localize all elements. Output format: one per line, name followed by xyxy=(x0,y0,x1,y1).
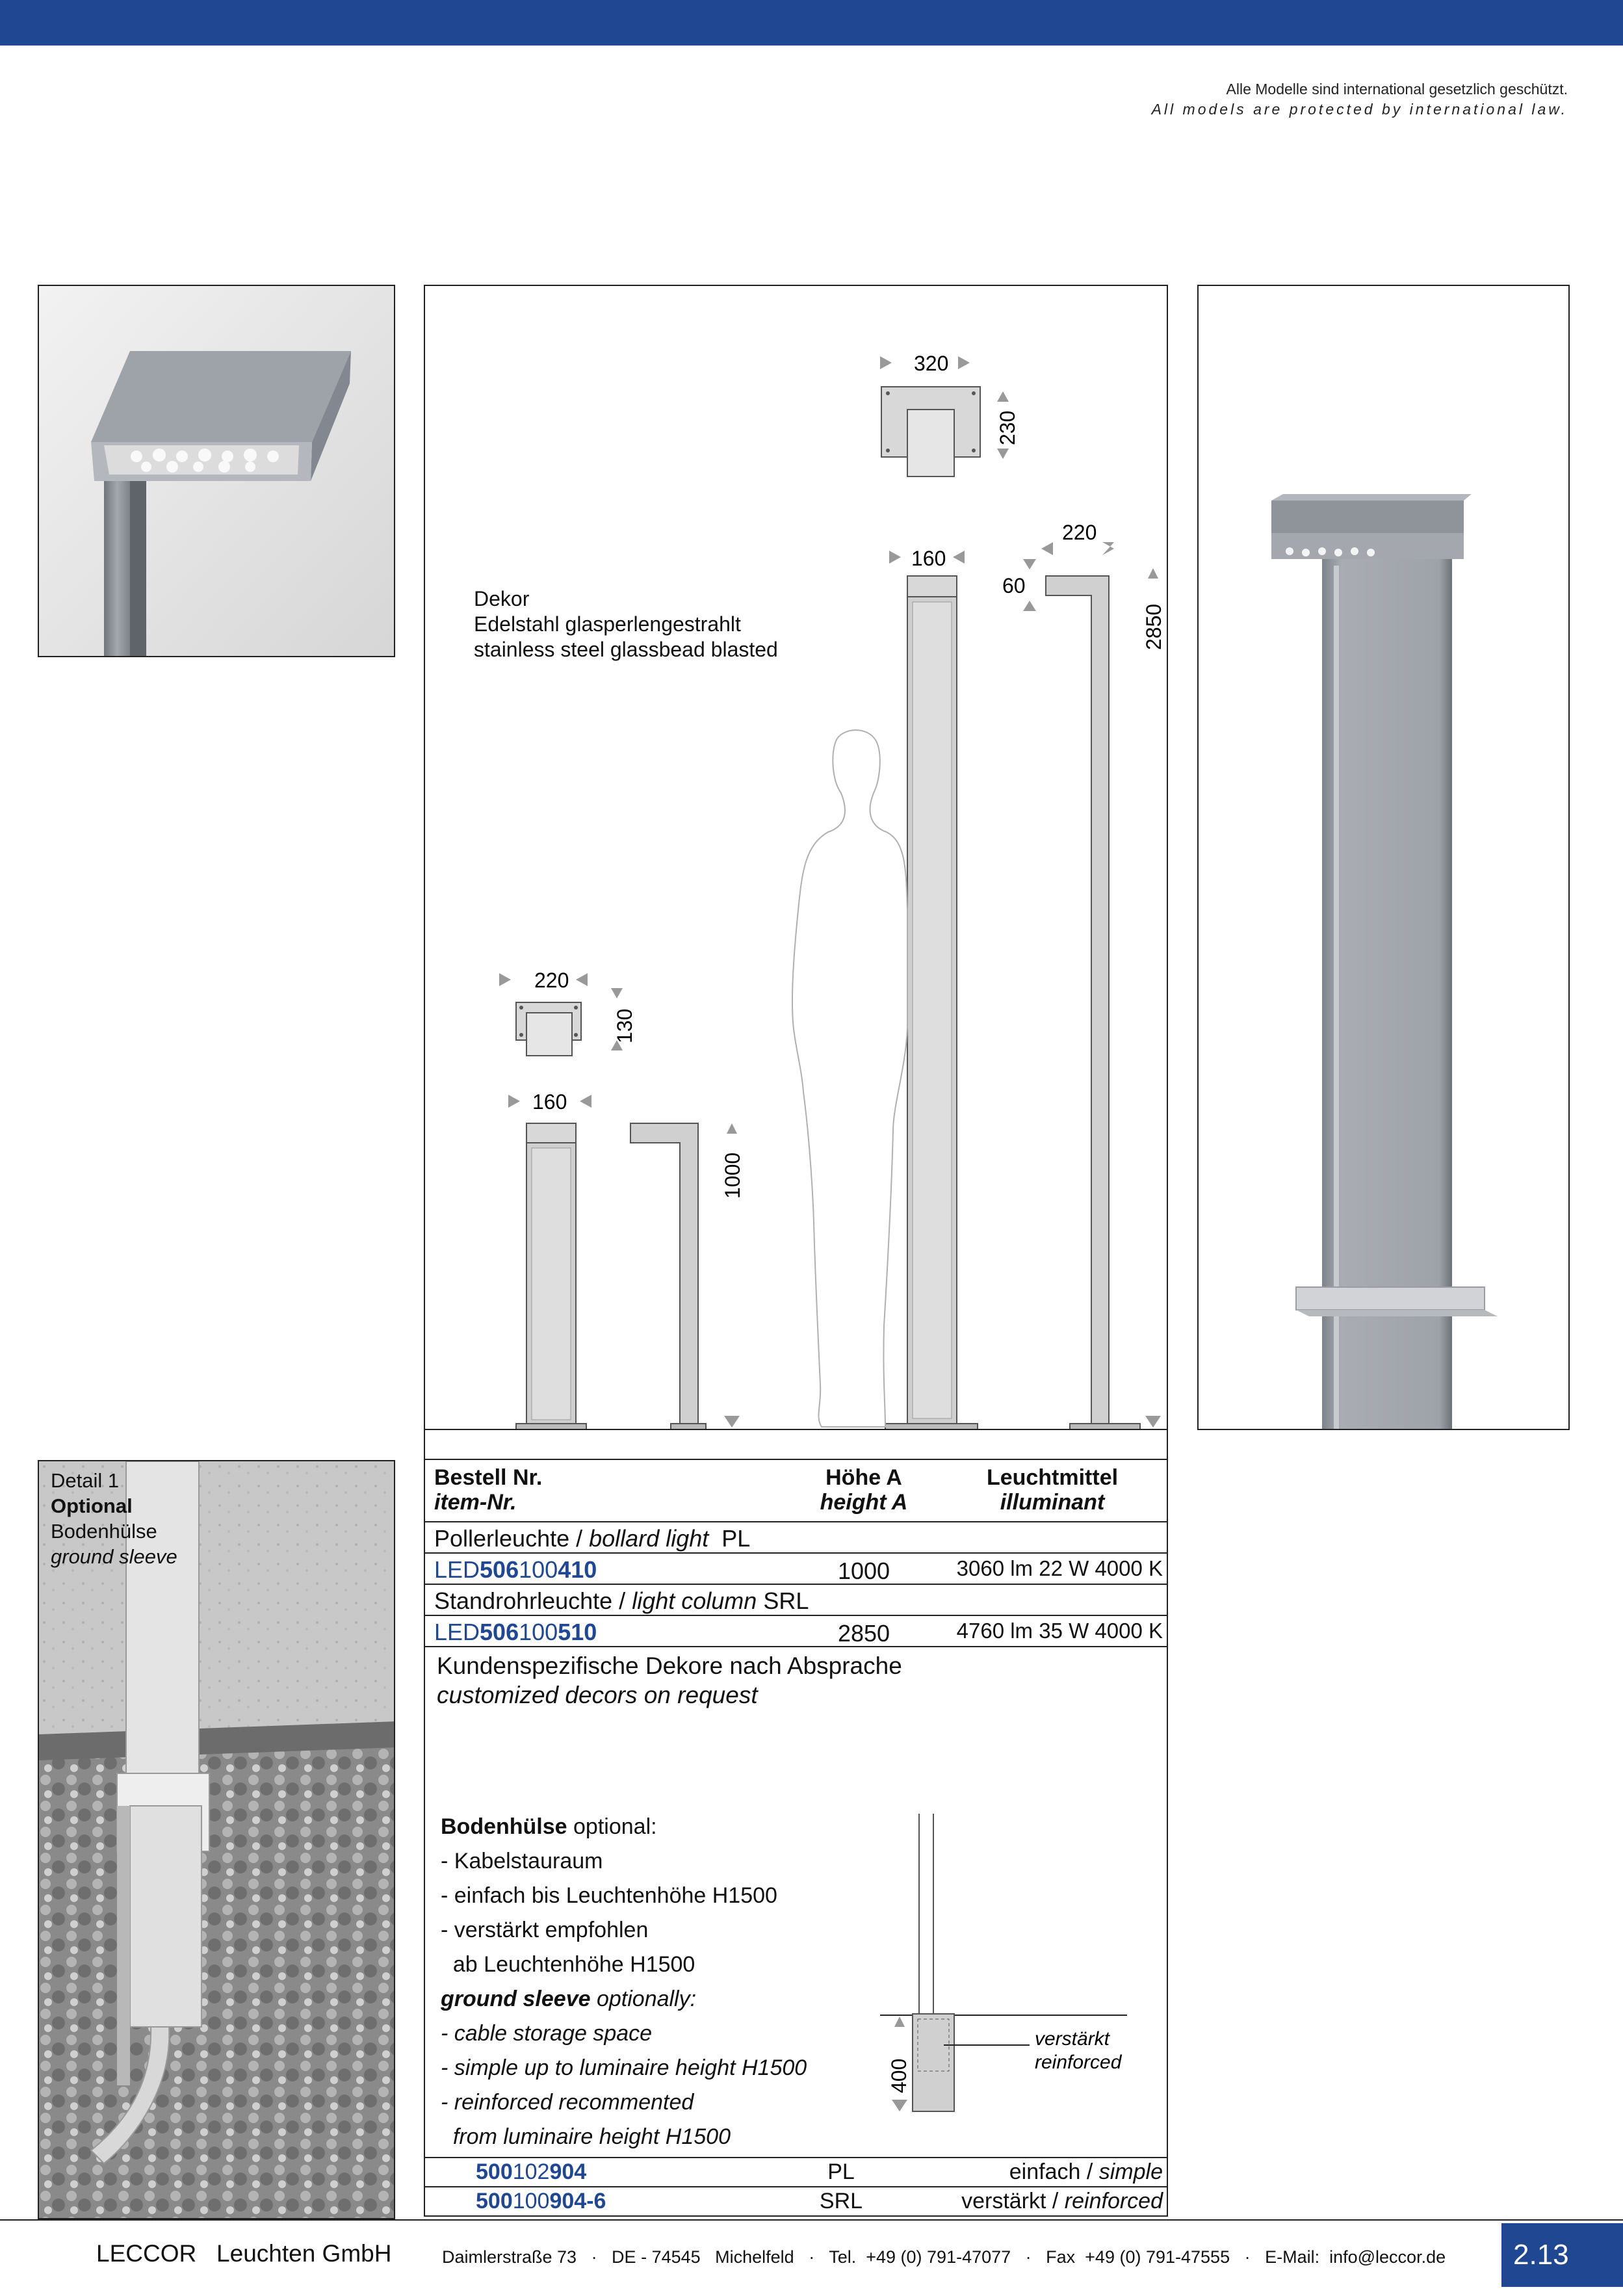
accessory-kind: einfach / simple xyxy=(1009,2159,1163,2184)
accessory-type: PL xyxy=(827,2159,855,2184)
technical-drawing xyxy=(424,285,1168,1430)
spec-spacer-row xyxy=(425,1430,1168,1460)
dim-160-small: 160 xyxy=(532,1090,567,1114)
dim-400: 400 xyxy=(887,2058,911,2093)
bollard-side xyxy=(630,1123,698,1425)
arrow-icon xyxy=(724,1416,740,1428)
legal-notice-de: Alle Modelle sind international gesetzlich geschützt. xyxy=(1226,81,1568,98)
illuminant-value: 4760 lm 35 W 4000 K xyxy=(956,1619,1163,1643)
height-value: 1000 xyxy=(837,1558,890,1584)
product-photo-detail xyxy=(38,285,395,657)
dim-60: 60 xyxy=(1002,574,1026,597)
arrow-icon xyxy=(499,973,511,986)
ground-sleeve-info xyxy=(441,1810,807,2154)
arrow-icon xyxy=(727,1123,737,1134)
decor-title: Dekor xyxy=(474,587,530,610)
col-item-de: Bestell Nr. xyxy=(434,1465,543,1490)
detail-de: Bodenhülse xyxy=(51,1520,157,1543)
item-row-bollard xyxy=(425,1554,1168,1585)
arrow-icon xyxy=(1023,601,1036,611)
arrow-icon xyxy=(611,988,623,998)
spec-header-row xyxy=(425,1460,1168,1522)
accessory-type: SRL xyxy=(819,2189,863,2213)
col-illuminant-header xyxy=(945,1465,1160,1515)
accessory-kind: verstärkt / reinforced xyxy=(961,2189,1163,2213)
detail-en: ground sleeve xyxy=(51,1545,177,1568)
arrow-icon xyxy=(889,551,901,564)
arrow-icon xyxy=(1041,542,1053,555)
item-row-column xyxy=(425,1616,1168,1647)
dim-230: 230 xyxy=(996,410,1019,445)
height-value: 2850 xyxy=(837,1620,890,1647)
arrow-icon xyxy=(576,973,588,986)
ground-sleeve-detail xyxy=(38,1460,395,2219)
item-number: LED506100410 xyxy=(434,1556,597,1583)
col-item-en: item-Nr. xyxy=(434,1490,517,1515)
arrow-icon xyxy=(1148,568,1158,579)
legal-notice-en: All models are protected by international law. xyxy=(1151,101,1568,118)
company-name: LECCOR Leuchten GmbH xyxy=(96,2240,392,2267)
sleeve-item: - einfach bis Leuchtenhöhe H1500 xyxy=(441,1883,777,1908)
light-column-illustration xyxy=(1199,286,1570,1430)
arrow-icon xyxy=(997,449,1009,459)
luminaire-head-illustration xyxy=(39,286,395,657)
col-height-en: height A xyxy=(820,1490,908,1515)
dim-320: 320 xyxy=(914,352,949,375)
category-label: Pollerleuchte / bollard light PL xyxy=(434,1525,751,1552)
accessory-row xyxy=(425,2186,1168,2215)
arrow-icon xyxy=(997,391,1009,402)
arrow-icon xyxy=(894,2016,905,2027)
dim-220-small: 220 xyxy=(534,969,569,992)
category-row-column xyxy=(425,1585,1168,1616)
illuminant-value: 3060 lm 22 W 4000 K xyxy=(956,1556,1163,1580)
detail-optional: Optional xyxy=(51,1494,133,1517)
decor-en: stainless steel glassbead blasted xyxy=(474,638,778,661)
reinforced-label-en: reinforced xyxy=(1035,2052,1122,2073)
sleeve-item: - Kabelstauraum xyxy=(441,1849,603,1873)
decor-de: Edelstahl glasperlengestrahlt xyxy=(474,612,741,636)
spec-table xyxy=(424,1430,1168,2217)
sleeve-item: from luminaire height H1500 xyxy=(441,2124,731,2149)
sleeve-title-en: ground sleeve optionally: xyxy=(441,1987,697,2011)
dim-220-large: 220 xyxy=(1062,521,1097,544)
accessory-code: 500102904 xyxy=(476,2159,587,2184)
col-height-header xyxy=(789,1465,939,1515)
dim-2850: 2850 xyxy=(1142,603,1165,650)
arrow-icon xyxy=(953,551,965,564)
dim-1000: 1000 xyxy=(721,1152,744,1199)
custom-decor-en: customized decors on request xyxy=(437,1682,758,1708)
arrow-icon xyxy=(1145,1416,1161,1428)
reinforced-label-de: verstärkt xyxy=(1035,2028,1110,2050)
page-number: 2.13 xyxy=(1501,2223,1623,2287)
custom-decor-note xyxy=(437,1651,902,1710)
category-row-bollard xyxy=(425,1522,1168,1554)
light-column-side xyxy=(1046,576,1109,1425)
col-illuminant-en: illuminant xyxy=(1000,1490,1105,1515)
arrow-icon xyxy=(880,356,892,369)
sleeve-item: - cable storage space xyxy=(441,2021,653,2046)
arrow-icon xyxy=(892,2100,907,2111)
custom-decor-de: Kundenspezifische Dekore nach Absprache xyxy=(437,1652,902,1679)
category-label: Standrohrleuchte / light column SRL xyxy=(434,1587,809,1614)
col-item-header xyxy=(434,1465,542,1515)
product-photo-column xyxy=(1197,285,1570,1430)
header-bar xyxy=(0,0,1623,46)
detail-label xyxy=(51,1468,177,1569)
dim-130: 130 xyxy=(613,1008,636,1043)
arrow-icon xyxy=(1023,559,1036,569)
legal-notice xyxy=(1152,79,1568,120)
accessory-code: 500100904-6 xyxy=(476,2189,606,2213)
dim-160-large: 160 xyxy=(911,547,946,570)
arrow-icon xyxy=(958,356,970,369)
sleeve-item: - simple up to luminaire height H1500 xyxy=(441,2055,807,2080)
dimension-drawing xyxy=(425,286,1168,1430)
col-height-de: Höhe A xyxy=(825,1465,902,1490)
arrow-icon xyxy=(508,1095,520,1108)
accessory-row xyxy=(425,2157,1168,2186)
sleeve-item: ab Leuchtenhöhe H1500 xyxy=(441,1952,695,1977)
arrow-icon xyxy=(1102,542,1114,555)
sleeve-title-de: Bodenhülse optional: xyxy=(441,1814,657,1839)
arrow-icon xyxy=(580,1095,591,1108)
detail-title: Detail 1 xyxy=(51,1469,120,1492)
ground-sleeve-drawing xyxy=(880,1807,1153,2171)
human-silhouette xyxy=(792,730,907,1427)
ground-sleeve-illustration xyxy=(39,1461,395,2219)
col-illuminant-de: Leuchtmittel xyxy=(986,1465,1119,1490)
footer-divider xyxy=(0,2219,1623,2221)
sleeve-item: - verstärkt empfohlen xyxy=(441,1918,649,1942)
sleeve-item: - reinforced recommented xyxy=(441,2090,694,2115)
company-address: Daimlerstraße 73 · DE - 74545 Michelfeld · Tel. +49 (0) 791-47077 · Fax +49 (0) 791-47555 · E-Mail: info@leccor.de xyxy=(442,2247,1446,2267)
item-number: LED506100510 xyxy=(434,1619,597,1645)
